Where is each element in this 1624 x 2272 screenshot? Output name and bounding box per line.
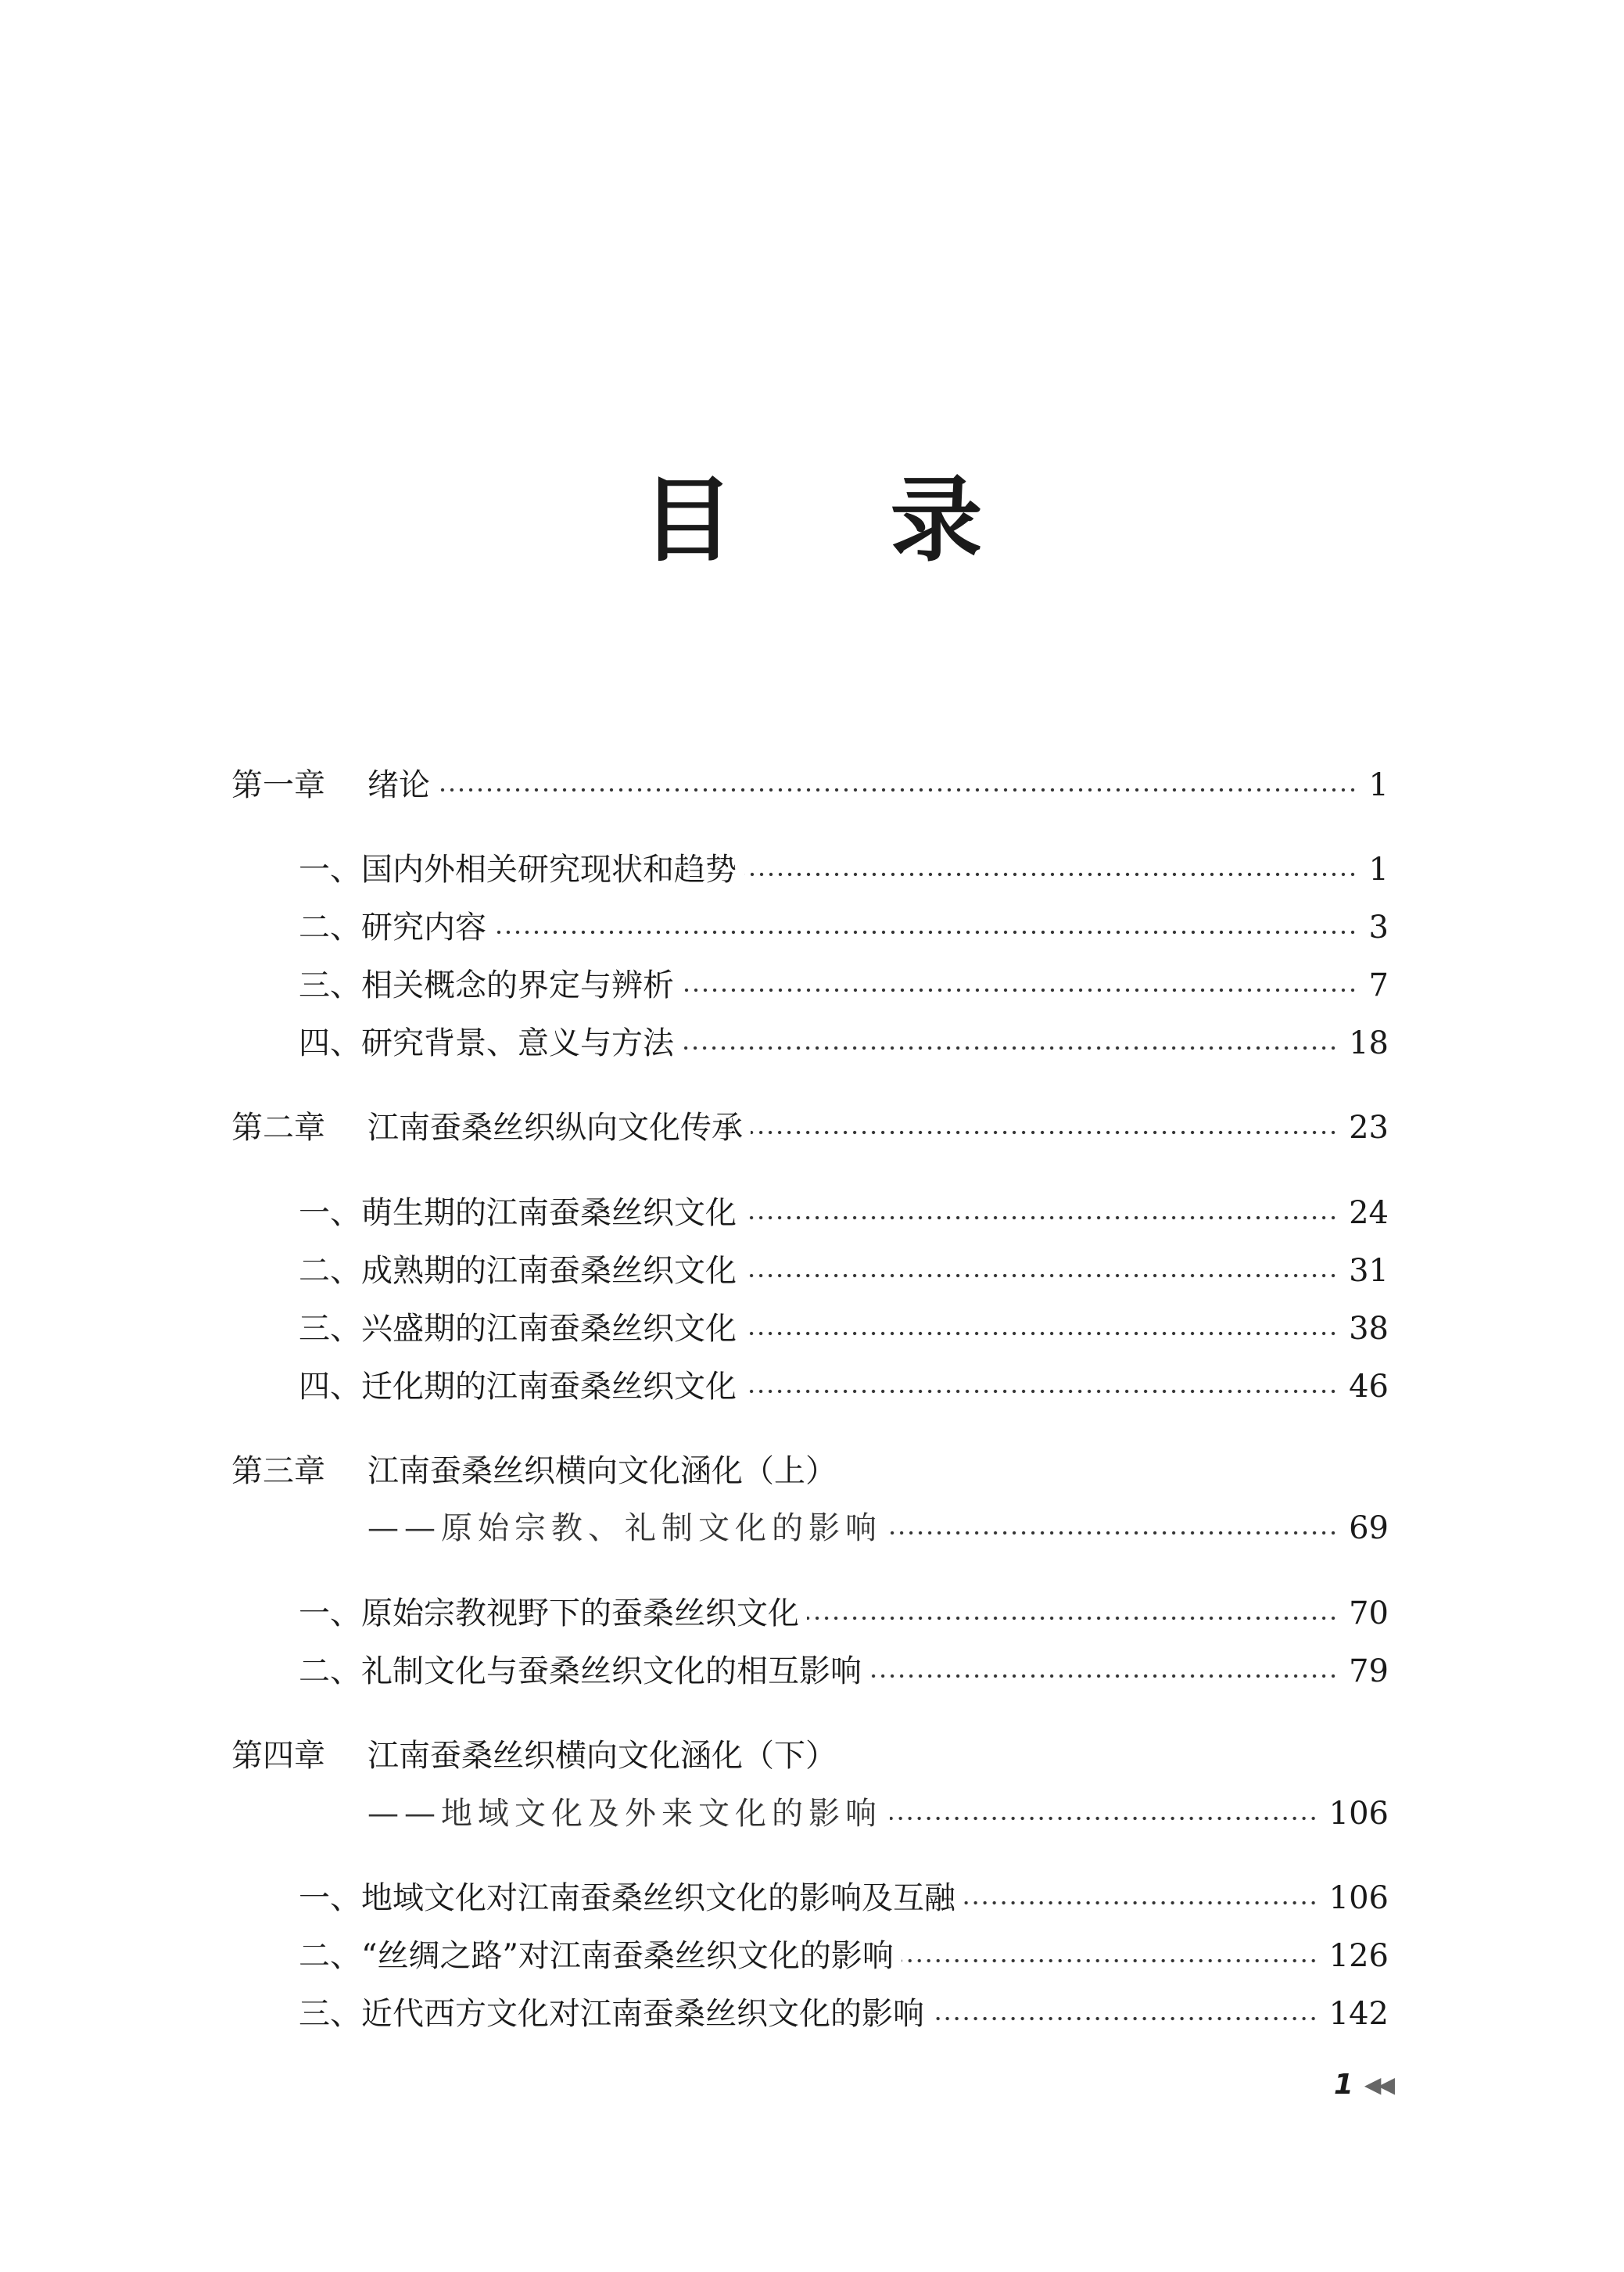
toc-page-number: 79 [1349,1653,1389,1689]
toc-section-entry[interactable] [299,846,1389,893]
chapter-number: 第二章 [231,1110,325,1146]
toc-page-number: 106 [1328,1796,1389,1832]
dot-leader [682,987,1357,993]
dot-leader [932,2015,1318,2022]
toc-title-char-1: 目 [641,465,734,574]
toc-page-number: 3 [1368,910,1389,946]
toc-entry-label: 二、研究内容 [299,910,486,946]
toc-entry-label: ——地域文化及外来文化的影响 [367,1796,882,1832]
toc-section-entry[interactable] [299,904,1389,951]
toc-entry-label: 四、研究背景、意义与方法 [299,1025,674,1061]
toc-page-number: 7 [1368,967,1389,1003]
dot-leader [682,1045,1338,1051]
toc-section-entry[interactable] [299,1305,1389,1352]
toc-page-number: 1 [1368,767,1389,803]
toc-entry-label: 三、近代西方文化对江南蚕桑丝织文化的影响 [299,1996,924,2032]
toc-page-number: 126 [1328,1938,1389,1974]
toc-page-number: 31 [1349,1253,1389,1289]
page-footer [1290,2065,1392,2104]
toc-chapter-entry[interactable] [231,1448,1389,1495]
toc-entry-label: 一、国内外相关研究现状和趋势 [299,852,737,888]
toc-page-number: 1 [1368,852,1389,888]
toc-entry-label: 一、地域文化对江南蚕桑丝织文化的影响及互融 [299,1880,955,1916]
toc-section-entry[interactable] [299,1648,1389,1695]
toc-page-number: 69 [1349,1510,1389,1546]
toc-page-number: 142 [1328,1996,1389,2032]
toc-entry-label [231,1448,837,1495]
toc-section-entry[interactable] [299,1933,1389,1979]
toc-page-number: 46 [1349,1369,1389,1405]
toc-chapter-entry[interactable] [231,762,1389,809]
dot-leader [744,1215,1338,1221]
page-number: 1 [1333,2068,1353,2101]
toc-entry-label: 二、成熟期的江南蚕桑丝织文化 [299,1253,737,1289]
toc-section-entry[interactable] [299,1990,1389,2037]
toc-entry-label [231,1732,837,1779]
toc-entry-label: 三、兴盛期的江南蚕桑丝织文化 [299,1311,737,1347]
toc-page-number: 70 [1349,1595,1389,1631]
dot-leader [744,1388,1338,1394]
toc-chapter-entry[interactable] [231,1104,1389,1151]
toc-chapter-subtitle[interactable] [367,1505,1389,1552]
toc-entry-label: 三、相关概念的界定与辨析 [299,967,674,1003]
toc-section-entry[interactable] [299,1875,1389,1922]
dot-leader [890,1815,1318,1822]
toc-page-number: 18 [1349,1025,1389,1061]
toc-chapter-subtitle[interactable] [367,1790,1389,1837]
toc-section-entry[interactable] [299,1247,1389,1294]
double-left-arrow-icon: ◀◀ [1364,2071,1392,2098]
toc-entry-label: 一、萌生期的江南蚕桑丝织文化 [299,1195,737,1231]
chapter-title: 绪论 [367,767,430,803]
toc-entry-label: 四、迁化期的江南蚕桑丝织文化 [299,1369,737,1405]
dot-leader [963,1900,1318,1906]
toc-page-number: 38 [1349,1311,1389,1347]
dot-leader [744,871,1357,878]
dot-leader [869,1673,1338,1679]
toc-section-entry[interactable] [299,962,1389,1009]
toc-title-char-2: 录 [890,465,983,574]
dot-leader [890,1530,1338,1536]
toc-page-number: 106 [1328,1880,1389,1916]
toc-entry-label: ——原始宗教、礼制文化的影响 [367,1510,882,1546]
chapter-number: 第三章 [231,1453,325,1489]
dot-leader [751,1129,1338,1136]
chapter-title: 江南蚕桑丝织横向文化涵化（上） [367,1453,837,1489]
dot-leader [744,1330,1338,1337]
dot-leader [807,1615,1338,1621]
dot-leader [902,1958,1318,1964]
toc-entry-label: 二、“丝绸之路”对江南蚕桑丝织文化的影响 [299,1938,894,1974]
toc-section-entry[interactable] [299,1020,1389,1067]
toc-page-number: 23 [1349,1110,1389,1146]
toc-entry-label: 一、原始宗教视野下的蚕桑丝织文化 [299,1595,799,1631]
toc-entry-label [231,762,430,809]
toc-section-entry[interactable] [299,1363,1389,1410]
toc-section-entry[interactable] [299,1590,1389,1637]
toc-page-number: 24 [1349,1195,1389,1231]
chapter-title: 江南蚕桑丝织横向文化涵化（下） [367,1738,837,1774]
chapter-number: 第一章 [231,767,325,803]
toc-entry-label [231,1104,743,1151]
toc-entry-label: 二、礼制文化与蚕桑丝织文化的相互影响 [299,1653,862,1689]
toc-chapter-entry[interactable] [231,1732,1389,1779]
dot-leader [744,1272,1338,1279]
dot-leader [438,787,1357,793]
dot-leader [494,929,1357,935]
toc-section-entry[interactable] [299,1190,1389,1236]
chapter-number: 第四章 [231,1738,325,1774]
chapter-title: 江南蚕桑丝织纵向文化传承 [367,1110,743,1146]
